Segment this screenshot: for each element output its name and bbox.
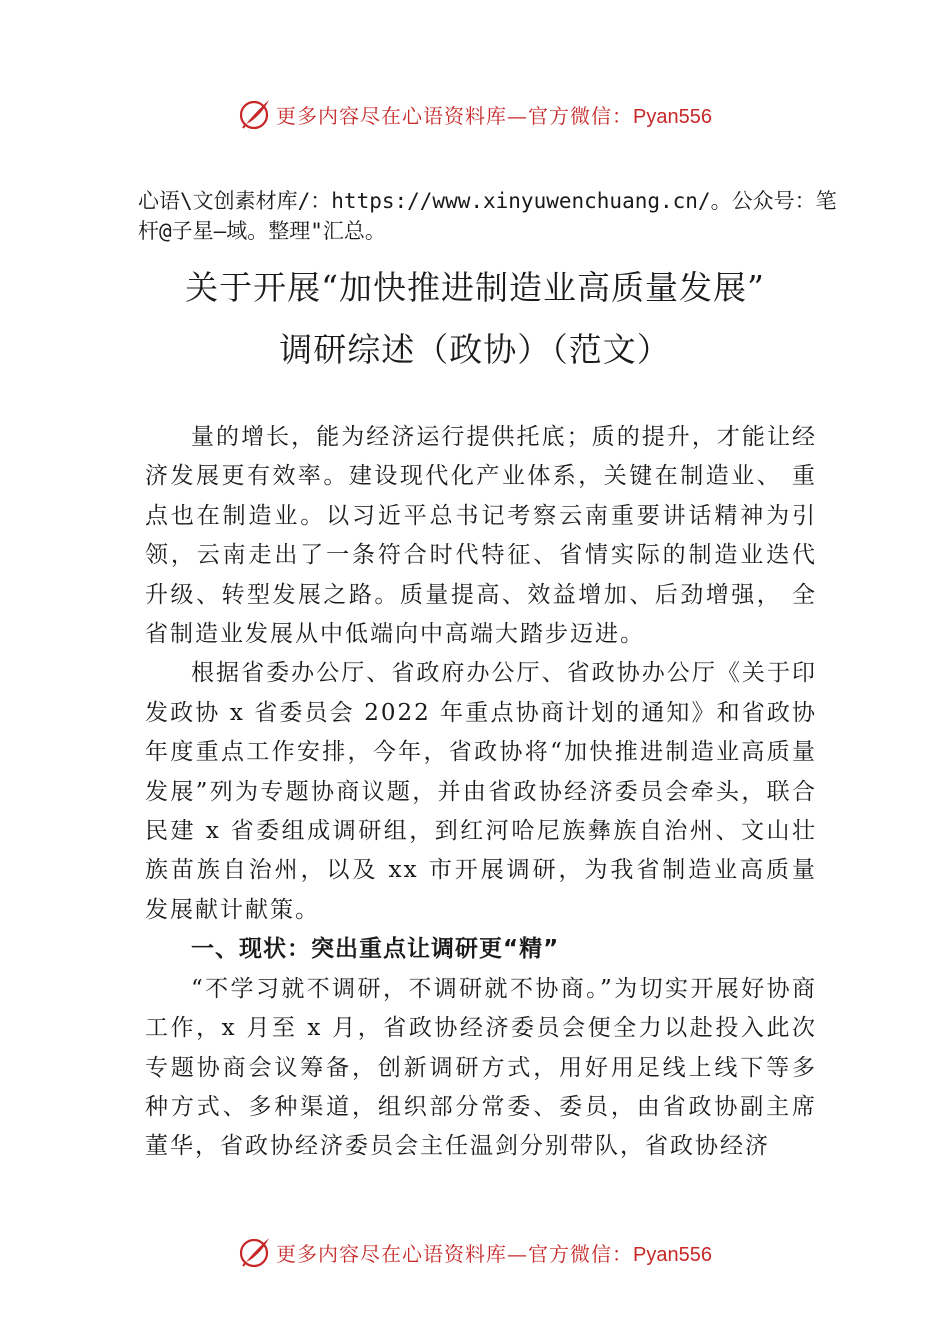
section-heading: 一、现状：突出重点让调研更“精” [191, 936, 560, 963]
section-paragraph: “不学习就不调研，不调研就不协商。”为切实开展好协商工作，x 月至 x 月，省政协经济委员会便全力以赴投入此次专题协商会议筹备，创新调研方式，用好用足线上线下等多种方式、多种渠道，组织部分常委、委员，由省政协副主席董华，省政协经济委员会主任温剑分别带队，省政协经济 [145, 975, 817, 1160]
document-title-line-1: 关于开展“加快推进制造业高质量发展” [185, 268, 765, 307]
quill-pen-logo-icon [238, 1235, 272, 1269]
document-title-line-2: 调研综述（政协）（范文） [279, 330, 671, 369]
header-watermark [0, 94, 950, 134]
body-paragraph-2: 根据省委办公厅、省政府办公厅、省政协办公厅《关于印发政协 x 省委员会 2022 年重点协商计划的通知》和省政协年度重点工作安排，今年，省政协将“加快推进制造业高质量发展”列为专题协商议题，并由省政协经济委员会牵头，联合民建 x 省委组成调研组，到红河哈尼族彝族自治州、文山壮族苗族自治州，以及 xx 市开展调研，为我省制造业高质量发展献计献策。 [145, 660, 817, 923]
watermark-wechat-id: Pyan556 [633, 105, 712, 128]
body-paragraph-1: 量的增长，能为经济运行提供托底；质的提升，才能让经济发展更有效率。建设现代化产业体系，关键在制造业、 重点也在制造业。以习近平总书记考察云南重要讲话精神为引领，云南走出了一条符合时代特征、省情实际的制造业迭代升级、转型发展之路。质量提高、效益增加、后劲增强， 全省制造业发展从中低端向中高端大踏步迈进。 [145, 424, 817, 648]
quill-pen-logo-icon [238, 97, 272, 131]
watermark-wechat-id: Pyan556 [633, 1243, 712, 1266]
footer-watermark [0, 1232, 950, 1272]
document-body [145, 418, 817, 1167]
watermark-text: 更多内容尽在心语资料库—官方微信：Pyan556 [276, 1241, 712, 1266]
source-note: 心语\文创素材库/：https://www.xinyuwenchuang.cn/。公众号：笔杆@子星—域。整理"汇总。 [138, 189, 837, 243]
watermark-text: 更多内容尽在心语资料库—官方微信：Pyan556 [276, 103, 712, 128]
